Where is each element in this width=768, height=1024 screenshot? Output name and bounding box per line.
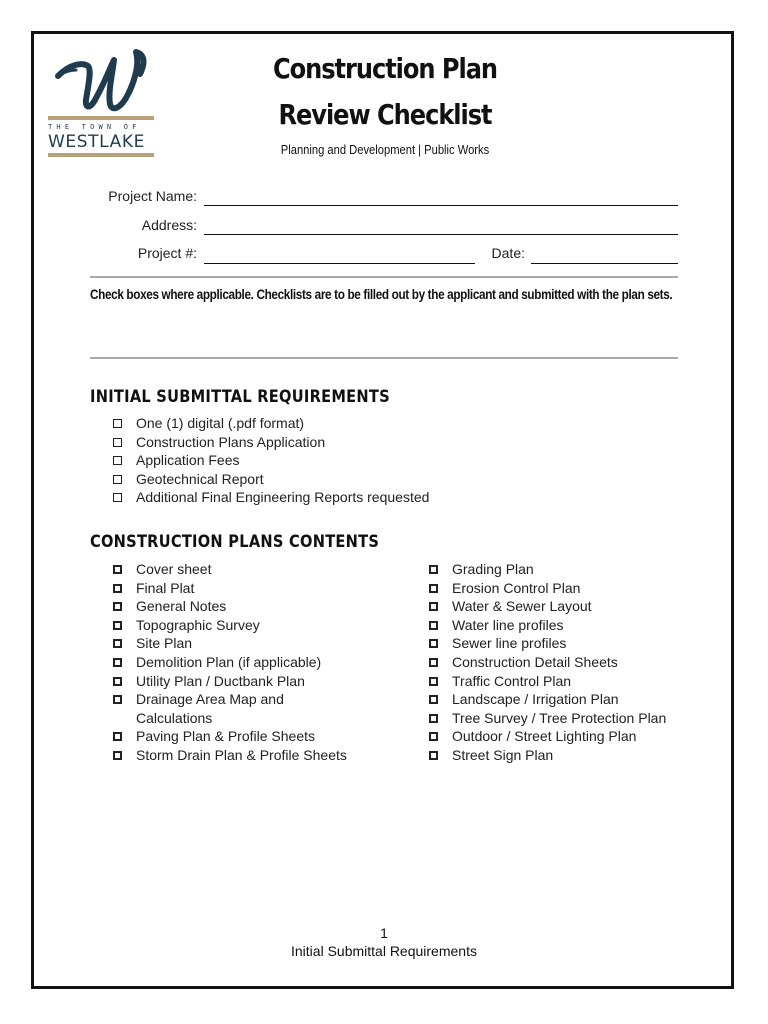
checkbox-icon[interactable] — [429, 677, 438, 686]
checklist-item[interactable]: Cover sheet — [113, 560, 373, 579]
checkbox-icon[interactable] — [113, 493, 122, 502]
checklist-item[interactable]: Additional Final Engineering Reports requested — [113, 488, 429, 507]
checklist-item[interactable]: Application Fees — [113, 451, 429, 470]
checklist-item[interactable]: Drainage Area Map and Calculations — [113, 690, 301, 727]
logo-town-of-text: THE TOWN OF — [48, 123, 141, 131]
checkbox-icon[interactable] — [429, 658, 438, 667]
checkbox-icon[interactable] — [429, 751, 438, 760]
checkbox-icon[interactable] — [113, 602, 122, 611]
initial-submittal-list — [113, 414, 429, 507]
construction-contents-left-list — [113, 560, 373, 765]
project-name-field[interactable] — [204, 205, 678, 206]
page-border — [31, 31, 734, 989]
checklist-item[interactable]: Street Sign Plan — [429, 746, 679, 765]
checklist-item[interactable]: Topographic Survey — [113, 616, 373, 635]
address-field[interactable] — [204, 234, 678, 235]
project-number-label: Project #: — [137, 245, 197, 261]
checkbox-icon[interactable] — [429, 695, 438, 704]
checklist-item[interactable]: Traffic Control Plan — [429, 672, 679, 691]
date-label: Date: — [491, 245, 525, 261]
project-number-field[interactable] — [204, 263, 475, 264]
checkbox-icon[interactable] — [429, 565, 438, 574]
checklist-item[interactable]: Final Plat — [113, 579, 373, 598]
checklist-item[interactable]: One (1) digital (.pdf format) — [113, 414, 429, 433]
divider-top — [90, 276, 678, 278]
checkbox-icon[interactable] — [113, 565, 122, 574]
construction-contents-heading: CONSTRUCTION PLANS CONTENTS — [90, 532, 380, 552]
initial-submittal-heading: INITIAL SUBMITTAL REQUIREMENTS — [90, 387, 390, 407]
project-name-label: Project Name: — [108, 188, 197, 204]
checkbox-icon[interactable] — [113, 677, 122, 686]
checklist-item[interactable]: Water line profiles — [429, 616, 679, 635]
checklist-item[interactable]: Sewer line profiles — [429, 634, 679, 653]
logo-westlake-text: WESTLAKE — [48, 132, 145, 152]
checkbox-icon[interactable] — [429, 639, 438, 648]
checkbox-icon[interactable] — [113, 695, 122, 704]
checkbox-icon[interactable] — [429, 602, 438, 611]
date-field[interactable] — [531, 263, 678, 264]
checkbox-icon[interactable] — [113, 621, 122, 630]
document-subtitle: Planning and Development | Public Works — [280, 142, 490, 157]
westlake-logo — [48, 46, 156, 161]
checkbox-icon[interactable] — [429, 732, 438, 741]
checkbox-icon[interactable] — [429, 714, 438, 723]
page-number: 1 — [380, 925, 388, 941]
checklist-item[interactable]: Paving Plan & Profile Sheets — [113, 727, 373, 746]
logo-band-top — [48, 116, 154, 120]
checkbox-icon[interactable] — [113, 732, 122, 741]
footer-section-name: Initial Submittal Requirements — [291, 943, 477, 959]
checkbox-icon[interactable] — [429, 621, 438, 630]
checklist-item[interactable]: Water & Sewer Layout — [429, 597, 679, 616]
checklist-item[interactable]: Construction Plans Application — [113, 433, 429, 452]
checklist-item[interactable]: Demolition Plan (if applicable) — [113, 653, 373, 672]
checkbox-icon[interactable] — [113, 584, 122, 593]
checklist-item[interactable]: General Notes — [113, 597, 373, 616]
checklist-item[interactable]: Outdoor / Street Lighting Plan — [429, 727, 679, 746]
checkbox-icon[interactable] — [113, 438, 122, 447]
checklist-item[interactable]: Construction Detail Sheets — [429, 653, 679, 672]
document-title-line1: Construction Plan — [272, 52, 498, 85]
checklist-item[interactable]: Erosion Control Plan — [429, 579, 679, 598]
divider-bottom — [90, 357, 678, 359]
checkbox-icon[interactable] — [113, 456, 122, 465]
checklist-item[interactable]: Landscape / Irrigation Plan — [429, 690, 679, 709]
checkbox-icon[interactable] — [113, 658, 122, 667]
address-label: Address: — [141, 217, 197, 233]
checkbox-icon[interactable] — [429, 584, 438, 593]
construction-contents-right-list — [429, 560, 679, 765]
checklist-item[interactable]: Grading Plan — [429, 560, 679, 579]
checklist-item[interactable]: Geotechnical Report — [113, 470, 429, 489]
checkbox-icon[interactable] — [113, 475, 122, 484]
instructions-text: Check boxes where applicable. Checklists are to be filled out by the applicant and submitted with the plan sets. — [90, 287, 673, 302]
logo-band-bottom — [48, 153, 154, 157]
checkbox-icon[interactable] — [113, 751, 122, 760]
checklist-item[interactable]: Utility Plan / Ductbank Plan — [113, 672, 373, 691]
checklist-item[interactable]: Storm Drain Plan & Profile Sheets — [113, 746, 373, 765]
checklist-item[interactable]: Tree Survey / Tree Protection Plan — [429, 709, 679, 728]
checkbox-icon[interactable] — [113, 419, 122, 428]
checklist-item[interactable]: Site Plan — [113, 634, 373, 653]
w-monogram-icon — [48, 46, 156, 116]
checkbox-icon[interactable] — [113, 639, 122, 648]
document-title-line2: Review Checklist — [278, 98, 492, 131]
